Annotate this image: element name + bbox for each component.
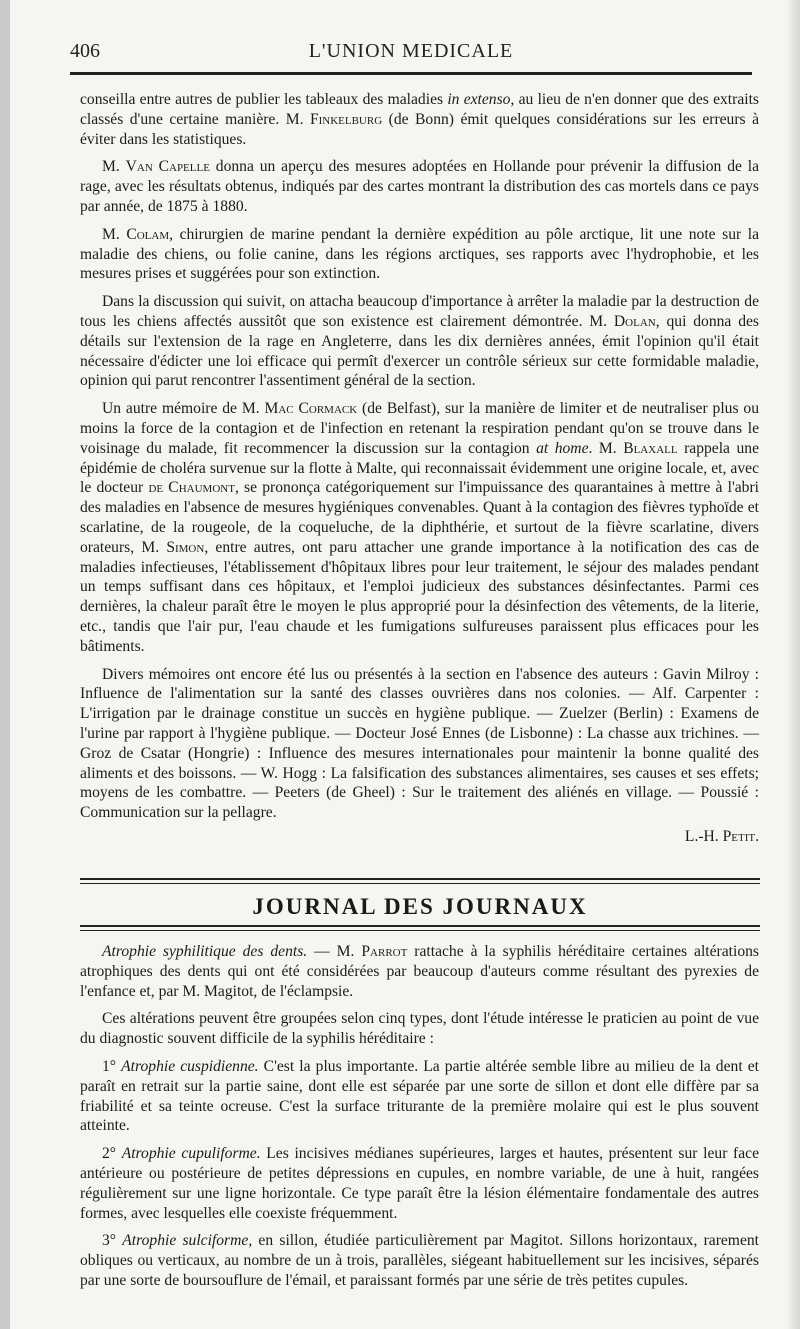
text-run: , chirurgien de marine pendant la dernière expédition au pôle arctique, lit une note sur la maladie des chiens, ou folie canine, dans les régions arctiques, ses rapports avec l'hydrophobie, et les mesures prises et suggérées pour son extinction. xyxy=(80,225,759,283)
section-title: JOURNAL DES JOURNAUX xyxy=(252,894,588,919)
text-run: Les incisives médianes supérieures, larges et hautes, présentent sur leur face antérieure ou postérieure de petites dépressions en cupules, en nombre variable, de une à huit, rangées régulièrement sur une ligne horizontale. Ce type paraît être la lésion élémentaire fondamentale des autres formes, avec lesquelles elle coexiste fréquemment. xyxy=(80,1145,759,1222)
italic-text: Atrophie cuspidienne. xyxy=(121,1057,259,1075)
section-rule-bottom xyxy=(80,925,760,931)
author-name: Simon xyxy=(166,538,205,556)
text-run: (de Belfast), sur la manière de limiter et de neutraliser plus ou moins la force de la contagion et de l'infection en retenant la respiration pendant qu'on se trouve dans le voisinage du malade, fit recommencer la discussion sur la contagion xyxy=(80,400,759,457)
paragraph-type-1 xyxy=(80,1057,759,1136)
item-number: 3° xyxy=(102,1232,123,1250)
item-number: 2° xyxy=(102,1145,122,1163)
text-run: , se prononça catégoriquement sur l'impuissance des quarantaines à mettre à l'abri des maladies en l'absence de mesures hygiéniques convenables. Quant à la contagion des fièvres typhoïde et scarlatine, de la rougeole, de la coqueluche, de la diphthérie, et surtout de la fièvre scarlatine, divers orateurs, M. xyxy=(80,479,759,556)
text-run: Un autre mémoire de M. xyxy=(102,400,265,418)
text-run: (de Bonn) émit quelques considérations sur les erreurs à éviter dans les statistiques. xyxy=(80,110,759,148)
top-text-block xyxy=(80,90,759,847)
author-name: Dolan xyxy=(613,312,656,330)
paragraph-atrophie-intro xyxy=(80,942,759,1001)
text-run: donna un aperçu des mesures adoptées en Hollande pour prévenir la diffusion de la rage, avec les résultats obtenus, indiqués par des cartes montrant la distribution des cas mortels dans ce pays par année, de 1875 à 1880. xyxy=(80,158,759,215)
text-run: . M. xyxy=(588,439,624,457)
paragraph-colam xyxy=(80,225,759,284)
paragraph-type-2 xyxy=(80,1144,759,1223)
italic-text: Atrophie syphilitique des dents. xyxy=(102,943,308,960)
text-run: C'est la plus importante. La partie altérée semble libre au milieu de la dent et paraît en retrait sur la partie saine, dont elle est séparée par une sorte de sillon et dont elle diffère par sa friabilité et sa teinte ocreuse. C'est la surface triturante de la première molaire qui est le plus souvent atteinte. xyxy=(80,1057,759,1135)
paragraph-mac-cormack xyxy=(80,399,759,656)
text-run: rattache à la syphilis héréditaire certaines altérations atrophiques des dents qui ont été considérées par beaucoup d'auteurs comme résultant des pyrexies de l'enfance et, par M. Magitot, de l'éclampsie. xyxy=(80,943,759,1000)
page-number: 406 xyxy=(70,40,100,62)
paragraph-types: Ces altérations peuvent être groupées selon cinq types, dont l'étude intéresse le praticien au point de vue du diagnostic souvent difficile de la syphilis héréditaire : xyxy=(80,1010,759,1048)
paragraph-type-3 xyxy=(80,1231,759,1290)
text-run: rappela une épidémie de choléra survenue sur la flotte à Malte, qui reconnaissait évidemment une origine locale, et, avec le docteur xyxy=(80,439,759,497)
text-run: , entre autres, ont paru attacher une grande importance à la notification des cas de maladies infectieuses, l'établissement d'hôpitaux libres pour leur traitement, le séjour des malades pendant un temps suffisant dans ces hôpitaux, et l'emploi judicieux des substances désinfectantes. Parmi ces dernières, la chaleur paraît être le moyen le plus approprié pour la désinfection des vêtements, de la literie, etc., tandis que l'air pur, l'eau chaude et les fumigations sulfureuses paraissent plus efficaces pour les bâtiments. xyxy=(80,538,759,655)
author-name: Blaxall xyxy=(623,439,678,457)
paragraph-van-capelle xyxy=(80,157,759,216)
author-name: Parrot xyxy=(361,943,408,960)
text-run: , qui donna des détails sur l'extension de la rage en Angleterre, dans les dix dernières années, émit l'opinion qu'il était nécessaire d'édicter une loi efficace qui permît d'exercer un contrôle sérieux sur cette formidable maladie, opinion qui parut rencontrer l'assentiment général de la section. xyxy=(80,312,759,390)
text-run: conseilla entre autres de publier les tableaux des maladies xyxy=(80,91,448,108)
section-rule-top xyxy=(80,878,760,884)
paragraph-continuation xyxy=(80,90,759,149)
signature: L.-H. Petit. xyxy=(684,827,759,845)
item-number: 1° xyxy=(102,1057,122,1075)
italic-text: at home xyxy=(536,439,589,457)
running-title: L'UNION MEDICALE xyxy=(308,40,514,62)
author-name: de Chaumont xyxy=(148,479,235,497)
author-name: Colam xyxy=(126,225,170,243)
paragraph-discussion xyxy=(80,292,759,391)
page-header xyxy=(70,38,752,66)
author-name: Van Capelle xyxy=(125,158,210,176)
text-run: , en sillon, étudiée particulièrement par Magitot. Sillons horizontaux, rarement obliques ou verticaux, au nombre de un à trois, parallèles, siégeant habituellement sur les incisives, séparés par une sorte de boursouflure de l'émail, et paraissant formés par une série de très petites cupules. xyxy=(80,1232,759,1289)
page-edge-shadow xyxy=(786,0,800,1329)
journal-text-block xyxy=(80,942,759,1299)
italic-text: Atrophie sulciforme xyxy=(122,1232,249,1250)
author-name: Finkelburg xyxy=(309,110,383,128)
text-run: Dans la discussion qui suivit, on attacha beaucoup d'importance à arrêter la maladie par la destruction de tous les chiens affectés aussitôt que son existence est clairement démontrée. M. xyxy=(80,293,759,330)
italic-text: in extenso xyxy=(447,91,511,108)
italic-text: Atrophie cupuliforme. xyxy=(121,1145,261,1163)
text-run: , au lieu de n'en donner que des extraits classés d'une certaine manière. M. xyxy=(80,91,759,128)
text-run: — M. xyxy=(307,943,362,960)
text-run: M. xyxy=(102,158,126,176)
text-run: M. xyxy=(102,225,127,243)
header-rule xyxy=(70,72,752,75)
author-name: Mac Cormack xyxy=(264,400,358,418)
paragraph-divers-memoires: Divers mémoires ont encore été lus ou présentés à la section en l'absence des auteurs : Gavin Milroy : Influence de l'alimentation sur la santé des classes ouvrières dans nos colonies. — Alf. Carpenter : L'irrigation par le drainage constitue un succès en hygiène publique. — Zuelzer (Berlin) : Examens de l'urine par rapport à l'hygiène publique. — Docteur José Ennes (de Lisbonne) : La chasse aux trichines. — Groz de Csatar (Hongrie) : Influence des mesures internationales pour maintenir la bonne qualité des aliments et des boissons. — W. Hogg : La falsification des substances alimentaires, ses causes et ses effets; moyens de les combattre. — Peeters (de Gheel) : Sur le traitement des aliénés en village. — Poussié : Communication sur la pellagre. xyxy=(80,665,759,822)
